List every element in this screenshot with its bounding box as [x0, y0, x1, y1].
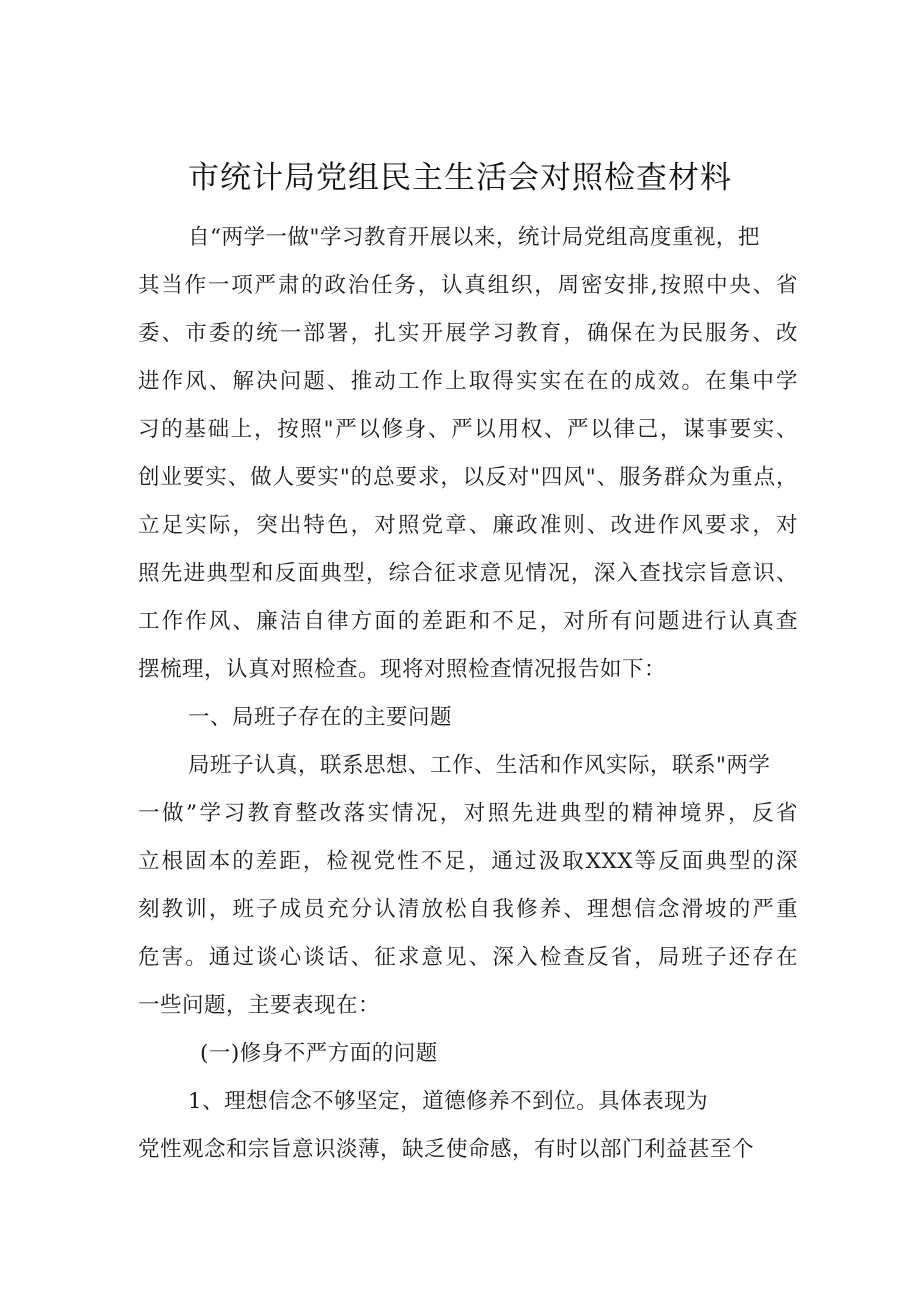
intro-line-1: 自“两学一做"学习教育开展以来，统计局党组高度重视，把 — [188, 225, 760, 250]
intro-line-2: 其当作一项严肃的政治任务，认真组织，周密安排,按照中央、省 — [138, 273, 798, 298]
intro-line-8: 照先进典型和反面典型，综合征求意见情况，深入查找宗旨意识、 — [138, 561, 798, 586]
intro-line-7: 立足实际，突出特色，对照党章、廉政准则、改进作风要求，对 — [138, 513, 798, 538]
section-1-line-2: 一做”学习教育整改落实情况，对照先进典型的精神境界，反省 — [138, 801, 798, 826]
section-1-heading: 一、局班子存在的主要问题 — [188, 705, 453, 730]
intro-line-3: 委、市委的统一部署，扎实开展学习教育，确保在为民服务、改 — [138, 321, 798, 346]
section-1-line-5: 危害。通过谈心谈话、征求意见、深入检查反省，局班子还存在 — [138, 945, 798, 970]
document-title: 市统计局党组民主生活会对照检查材料 — [188, 160, 732, 196]
subsection-1-heading: (一)修身不严方面的问题 — [200, 1041, 438, 1066]
intro-line-5: 习的基础上，按照"严以修身、严以用权、严以律己，谋事要实、 — [138, 417, 798, 442]
intro-line-9: 工作作风、廉洁自律方面的差距和不足，对所有问题进行认真查 — [138, 609, 798, 634]
section-1-line-1: 局班子认真，联系思想、工作、生活和作风实际，联系"两学 — [188, 753, 771, 778]
item-1-line: 1、理想信念不够坚定，道德修养不到位。具体表现为 — [188, 1089, 709, 1114]
intro-line-6: 创业要实、做人要实"的总要求，以反对"四风"、服务群众为重点， — [138, 465, 798, 490]
section-1-line-6: 一些问题，主要表现在： — [138, 993, 381, 1018]
section-1-line-4: 刻教训，班子成员充分认清放松自我修养、理想信念滑坡的严重 — [138, 897, 798, 922]
intro-line-10: 摆梳理，认真对照检查。现将对照检查情况报告如下： — [138, 657, 667, 682]
item-1-continuation: 党性观念和宗旨意识淡薄，缺乏使命感，有时以部门利益甚至个 — [138, 1137, 755, 1162]
intro-line-4: 进作风、解决问题、推动工作上取得实实在在的成效。在集中学 — [138, 369, 798, 394]
section-1-line-3: 立根固本的差距，检视党性不足，通过汲取XXX等反面典型的深 — [138, 849, 798, 874]
